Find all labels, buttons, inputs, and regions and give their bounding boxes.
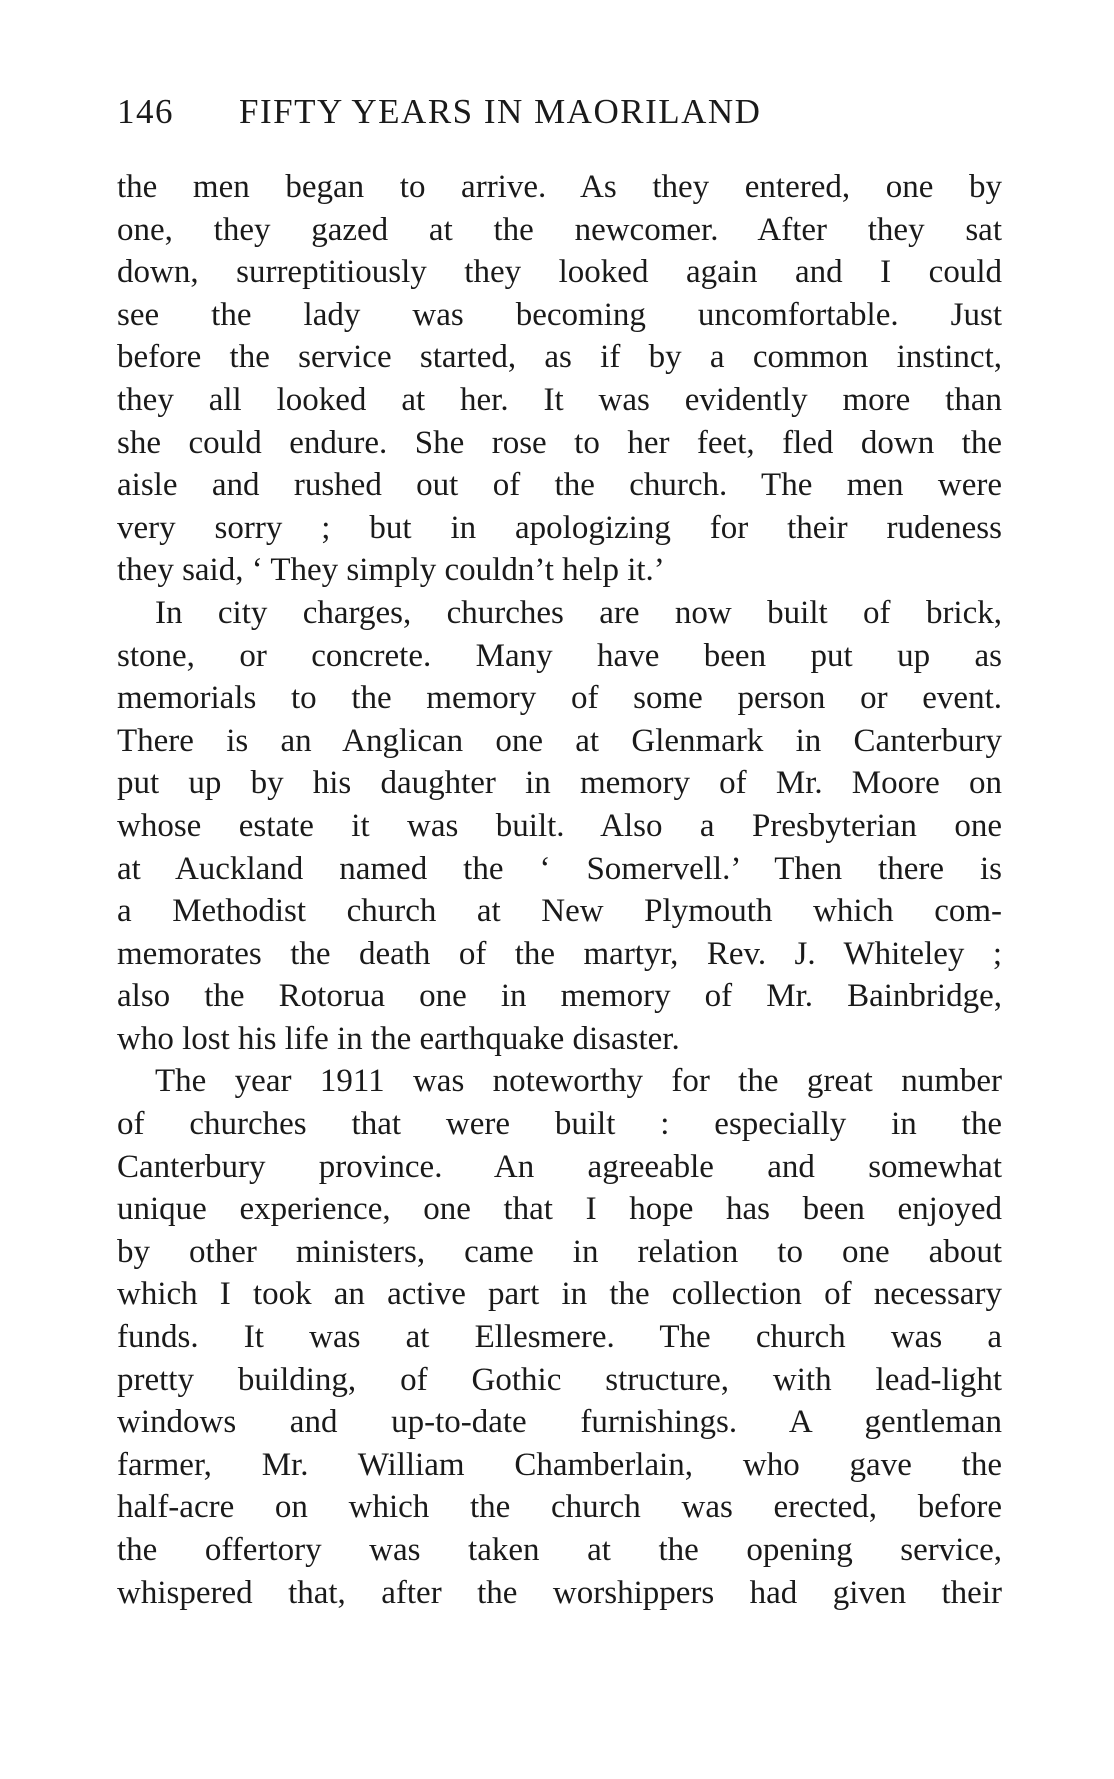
text-line: whose estate it was built. Also a Presbyterian one: [117, 807, 1002, 844]
text-line: the men began to arrive. As they entered, one by: [117, 169, 1002, 205]
text-line: before the service started, as if by a common instinct,: [117, 339, 1002, 376]
text-line: who lost his life in the earthquake disaster.: [117, 1020, 680, 1057]
body-text: [117, 166, 1002, 1614]
text-line: Canterbury province. An agreeable and somewhat: [117, 1148, 1002, 1185]
text-line: There is an Anglican one at Glenmark in Canterbury: [117, 722, 1002, 759]
text-line: they said, ‘ They simply couldn’t help it.’: [117, 552, 665, 589]
text-line: windows and up-to-date furnishings. A gentleman: [117, 1404, 1002, 1441]
text-line: unique experience, one that I hope has been enjoyed: [117, 1191, 1002, 1228]
text-line: also the Rotorua one in memory of Mr. Bainbridge,: [117, 978, 1002, 1015]
text-line: The year 1911 was noteworthy for the great number: [155, 1063, 1002, 1100]
text-line: by other ministers, came in relation to one about: [117, 1233, 1002, 1270]
text-line: funds. It was at Ellesmere. The church was a: [117, 1319, 1002, 1356]
running-title: FIFTY YEARS IN MAORILAND: [239, 92, 762, 131]
text-line: which I took an active part in the collection of necessary: [117, 1276, 1002, 1313]
text-line: of churches that were built : especially in the: [117, 1106, 1002, 1143]
text-line: whispered that, after the worshippers had given their: [117, 1574, 1002, 1611]
page-number: 146: [117, 92, 174, 131]
text-line: stone, or concrete. Many have been put up as: [117, 637, 1002, 674]
text-line: a Methodist church at New Plymouth which com-: [117, 893, 1002, 930]
running-head: [117, 92, 761, 132]
text-line: pretty building, of Gothic structure, with lead-light: [117, 1361, 1002, 1398]
text-line: In city charges, churches are now built of brick,: [155, 594, 1002, 631]
text-line: memorates the death of the martyr, Rev. J. Whiteley ;: [117, 935, 1002, 972]
text-line: one, they gazed at the newcomer. After they sat: [117, 211, 1002, 248]
text-line: farmer, Mr. William Chamberlain, who gave the: [117, 1446, 1002, 1483]
text-line: she could endure. She rose to her feet, fled down the: [117, 424, 1002, 461]
text-line: they all looked at her. It was evidently more than: [117, 381, 1002, 418]
text-line: half-acre on which the church was erected, before: [117, 1489, 1002, 1526]
text-line: memorials to the memory of some person or event.: [117, 680, 1002, 717]
text-line: down, surreptitiously they looked again and I could: [117, 254, 1002, 291]
text-line: put up by his daughter in memory of Mr. Moore on: [117, 765, 1002, 802]
text-line: aisle and rushed out of the church. The men were: [117, 467, 1002, 504]
text-line: the offertory was taken at the opening service,: [117, 1532, 1002, 1568]
text-line: see the lady was becoming uncomfortable. Just: [117, 296, 1002, 333]
text-line: very sorry ; but in apologizing for their rudeness: [117, 509, 1002, 546]
text-line: at Auckland named the ‘ Somervell.’ Then there is: [117, 850, 1002, 887]
